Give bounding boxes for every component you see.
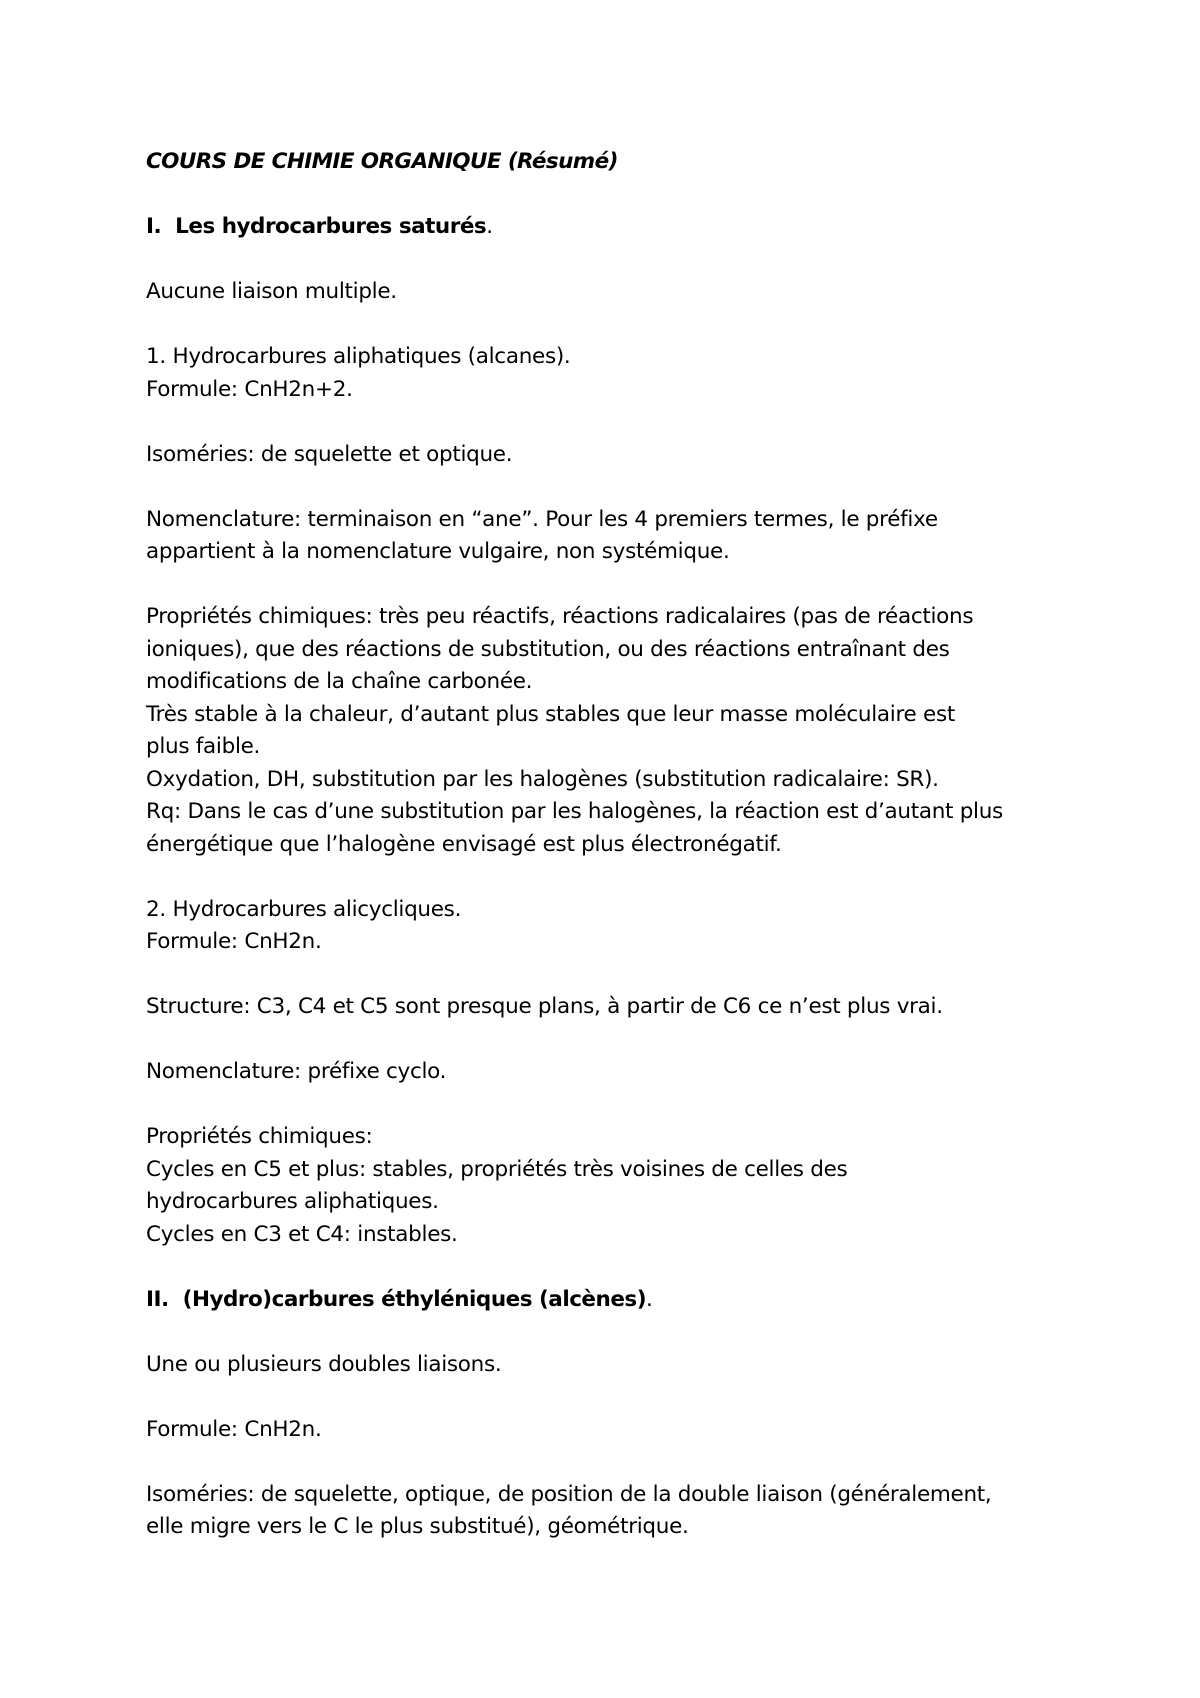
- section-2-number: II.: [146, 1286, 169, 1312]
- subsection-1-nomenclature-line: appartient à la nomenclature vulgaire, non systémique.: [146, 539, 730, 564]
- spacer: [146, 1316, 1086, 1349]
- subsection-1-isomeries: Isoméries: de squelette et optique.: [146, 441, 513, 467]
- spacer: [146, 1446, 1086, 1479]
- subsection-2-nomenclature: Nomenclature: préfixe cyclo.: [146, 1059, 447, 1084]
- document-body: [146, 146, 1086, 1544]
- spacer: [146, 406, 1086, 439]
- section-1-title-end: .: [486, 214, 493, 239]
- subsection-1-properties-line: énergétique que l’halogène envisagé est plus électronégatif.: [146, 831, 782, 857]
- spacer: [146, 309, 1086, 342]
- subsection-1-properties-line: ioniques), que des réactions de substitution, ou des réactions entraînant des: [146, 636, 950, 662]
- spacer: [146, 1089, 1086, 1122]
- subsection-2-properties-title: Propriétés chimiques:: [146, 1124, 373, 1149]
- subsection-1-properties-line: modifications de la chaîne carbonée.: [146, 669, 533, 694]
- spacer: [146, 861, 1086, 894]
- section-2-intro: Une ou plusieurs doubles liaisons.: [146, 1351, 502, 1377]
- section-2-title: (Hydro)carbures éthyléniques (alcènes): [182, 1286, 647, 1312]
- spacer: [146, 1381, 1086, 1414]
- subsection-2-title: 2. Hydrocarbures alicycliques.: [146, 896, 462, 922]
- subsection-1-formula: Formule: CnH2n+2.: [146, 376, 353, 402]
- subsection-1-title: 1. Hydrocarbures aliphatiques (alcanes).: [146, 344, 571, 369]
- subsection-2-formula: Formule: CnH2n.: [146, 929, 322, 954]
- spacer: [146, 179, 1086, 212]
- spacer: [146, 959, 1086, 992]
- subsection-2-properties-line: Cycles en C5 et plus: stables, propriétés très voisines de celles des: [146, 1156, 848, 1182]
- subsection-2-structure: Structure: C3, C4 et C5 sont presque plans, à partir de C6 ce n’est plus vrai.: [146, 994, 943, 1019]
- subsection-1-properties-line: Rq: Dans le cas d’une substitution par les halogènes, la réaction est d’autant plus: [146, 799, 1003, 824]
- section-2-heading: [146, 1284, 1086, 1317]
- subsection-1-properties-line: Propriétés chimiques: très peu réactifs, réactions radicalaires (pas de réactions: [146, 604, 974, 629]
- section-1-number: I.: [146, 214, 162, 239]
- section-2-formula: Formule: CnH2n.: [146, 1416, 322, 1442]
- subsection-1-nomenclature-line: Nomenclature: terminaison en “ane”. Pour les 4 premiers termes, le préfixe: [146, 506, 938, 532]
- document-title: COURS DE CHIMIE ORGANIQUE (Résumé): [146, 149, 618, 174]
- section-2-title-end: .: [646, 1286, 653, 1312]
- spacer: [146, 1024, 1086, 1057]
- section-1-intro: Aucune liaison multiple.: [146, 279, 397, 304]
- spacer: [146, 244, 1086, 277]
- subsection-1-properties-line: Très stable à la chaleur, d’autant plus stables que leur masse moléculaire est: [146, 701, 955, 727]
- spacer: [146, 569, 1086, 602]
- subsection-1-properties-line: Oxydation, DH, substitution par les halogènes (substitution radicalaire: SR).: [146, 766, 939, 792]
- subsection-1-properties-line: plus faible.: [146, 734, 261, 759]
- spacer: [146, 1251, 1086, 1284]
- spacer: [146, 471, 1086, 504]
- subsection-2-properties-line: Cycles en C3 et C4: instables.: [146, 1221, 458, 1247]
- section-2-isomeries-line: Isoméries: de squelette, optique, de position de la double liaison (généralement,: [146, 1481, 992, 1507]
- subsection-2-properties-line: hydrocarbures aliphatiques.: [146, 1189, 439, 1214]
- section-1-title: Les hydrocarbures saturés: [175, 214, 487, 239]
- section-2-isomeries-line: elle migre vers le C le plus substitué), géométrique.: [146, 1514, 689, 1539]
- section-1-heading: [146, 211, 1086, 244]
